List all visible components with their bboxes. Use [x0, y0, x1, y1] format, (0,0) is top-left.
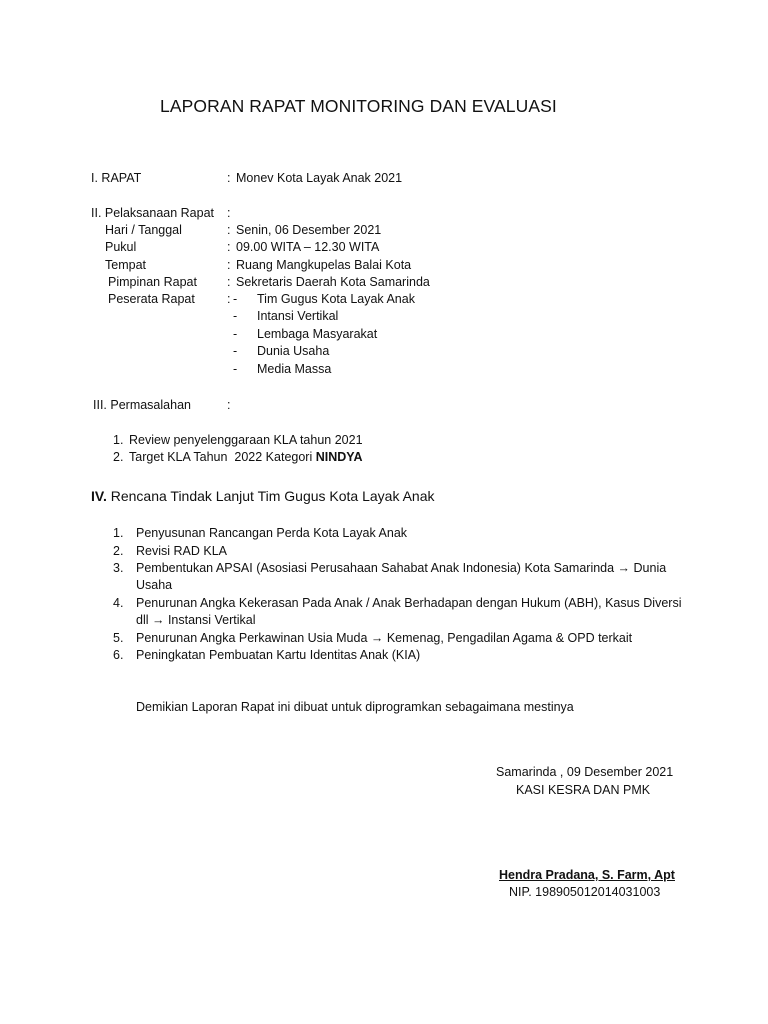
section-rencana-title: Rencana Tindak Lanjut Tim Gugus Kota Layak Anak — [106, 488, 435, 504]
section-rapat-value: Monev Kota Layak Anak 2021 — [236, 171, 403, 185]
signature-position: KASI KESRA DAN PMK — [516, 783, 651, 797]
field-hari-tanggal — [0, 222, 700, 239]
signature-name: Hendra Pradana, S. Farm, Apt — [499, 868, 675, 882]
list-text-wrapper — [129, 449, 363, 466]
section-rapat-label: I. RAPAT — [91, 171, 142, 185]
list-number: 1. — [113, 526, 124, 540]
field-colon: : — [227, 292, 231, 306]
section-permasalahan — [0, 397, 700, 414]
list-text: Penurunan Angka Perkawinan Usia Muda → Kemenag, Pengadilan Agama & OPD terkait — [136, 631, 633, 645]
field-colon: : — [227, 258, 231, 272]
signature-place-date: Samarinda , 09 Desember 2021 — [496, 765, 674, 779]
list-item-continuation — [0, 612, 700, 629]
list-item — [0, 308, 700, 325]
participant-text: Intansi Vertikal — [257, 309, 339, 323]
section-pelaksanaan — [91, 205, 691, 222]
list-number: 5. — [113, 631, 124, 645]
list-item — [0, 449, 700, 466]
list-text: Pembentukan APSAI (Asosiasi Perusahaan Sahabat Anak Indonesia) Kota Samarinda → Dunia — [136, 561, 667, 575]
field-tempat — [0, 257, 700, 274]
section-rencana-number: IV. — [91, 488, 107, 504]
category-bold: NINDYA — [315, 450, 363, 464]
list-item — [0, 291, 700, 308]
list-text: Usaha — [136, 578, 173, 592]
list-text: Penurunan Angka Kekerasan Pada Anak / Anak Berhadapan dengan Hukum (ABH), Kasus Diversi — [136, 596, 682, 610]
dash-bullet: - — [233, 309, 238, 323]
section-rapat — [91, 170, 691, 187]
dash-bullet: - — [233, 362, 238, 376]
closing-statement: Demikian Laporan Rapat ini dibuat untuk diprogramkan sebagaimana mestinya — [136, 700, 574, 714]
field-pimpinan — [0, 274, 700, 291]
section-permasalahan-colon: : — [227, 398, 231, 412]
list-number: 4. — [113, 596, 124, 610]
field-colon: : — [227, 275, 231, 289]
section-pelaksanaan-label: II. Pelaksanaan Rapat — [91, 206, 214, 220]
section-pelaksanaan-colon: : — [227, 206, 231, 220]
section-rencana-heading — [91, 488, 711, 505]
list-text: Penyusunan Rancangan Perda Kota Layak Anak — [136, 526, 408, 540]
list-text: dll → Instansi Vertikal — [136, 613, 256, 627]
participant-text: Lembaga Masyarakat — [257, 327, 378, 341]
list-item — [0, 525, 700, 542]
section-rapat-colon: : — [227, 171, 231, 185]
field-label: Hari / Tanggal — [105, 223, 182, 237]
page-title: LAPORAN RAPAT MONITORING DAN EVALUASI — [160, 96, 557, 116]
dash-bullet: - — [233, 344, 238, 358]
signature-nip: NIP. 198905012014031003 — [509, 885, 661, 899]
field-value: 09.00 WITA – 12.30 WITA — [236, 240, 380, 254]
list-text: Peningkatan Pembuatan Kartu Identitas Anak (KIA) — [136, 648, 421, 662]
participant-text: Tim Gugus Kota Layak Anak — [257, 292, 415, 306]
field-label: Peserata Rapat — [108, 292, 195, 306]
field-value: Sekretaris Daerah Kota Samarinda — [236, 275, 430, 289]
field-colon: : — [227, 223, 231, 237]
list-item — [0, 361, 700, 378]
field-value: Senin, 06 Desember 2021 — [236, 223, 382, 237]
dash-bullet: - — [233, 292, 238, 306]
field-colon: : — [227, 240, 231, 254]
list-item — [0, 560, 700, 577]
list-item-continuation — [0, 577, 700, 594]
list-number: 1. — [113, 433, 124, 447]
participant-text: Dunia Usaha — [257, 344, 330, 358]
list-number: 2. — [113, 544, 124, 558]
list-item — [0, 647, 700, 664]
list-item — [0, 595, 700, 612]
section-permasalahan-label: III. Permasalahan — [93, 398, 191, 412]
list-item — [0, 432, 700, 449]
list-text: Target KLA Tahun 2022 Kategori — [129, 450, 316, 464]
list-number: 3. — [113, 561, 124, 575]
list-number: 2. — [113, 450, 124, 464]
list-item — [0, 326, 700, 343]
field-label: Pimpinan Rapat — [108, 275, 197, 289]
dash-bullet: - — [233, 327, 238, 341]
list-item — [0, 630, 700, 647]
field-value: Ruang Mangkupelas Balai Kota — [236, 258, 412, 272]
list-text: Revisi RAD KLA — [136, 544, 227, 558]
participant-text: Media Massa — [257, 362, 332, 376]
field-label: Tempat — [105, 258, 146, 272]
field-pukul — [0, 239, 700, 256]
list-text: Review penyelenggaraan KLA tahun 2021 — [129, 433, 363, 447]
list-number: 6. — [113, 648, 124, 662]
list-item — [0, 343, 700, 360]
list-item — [0, 543, 700, 560]
field-label: Pukul — [105, 240, 137, 254]
